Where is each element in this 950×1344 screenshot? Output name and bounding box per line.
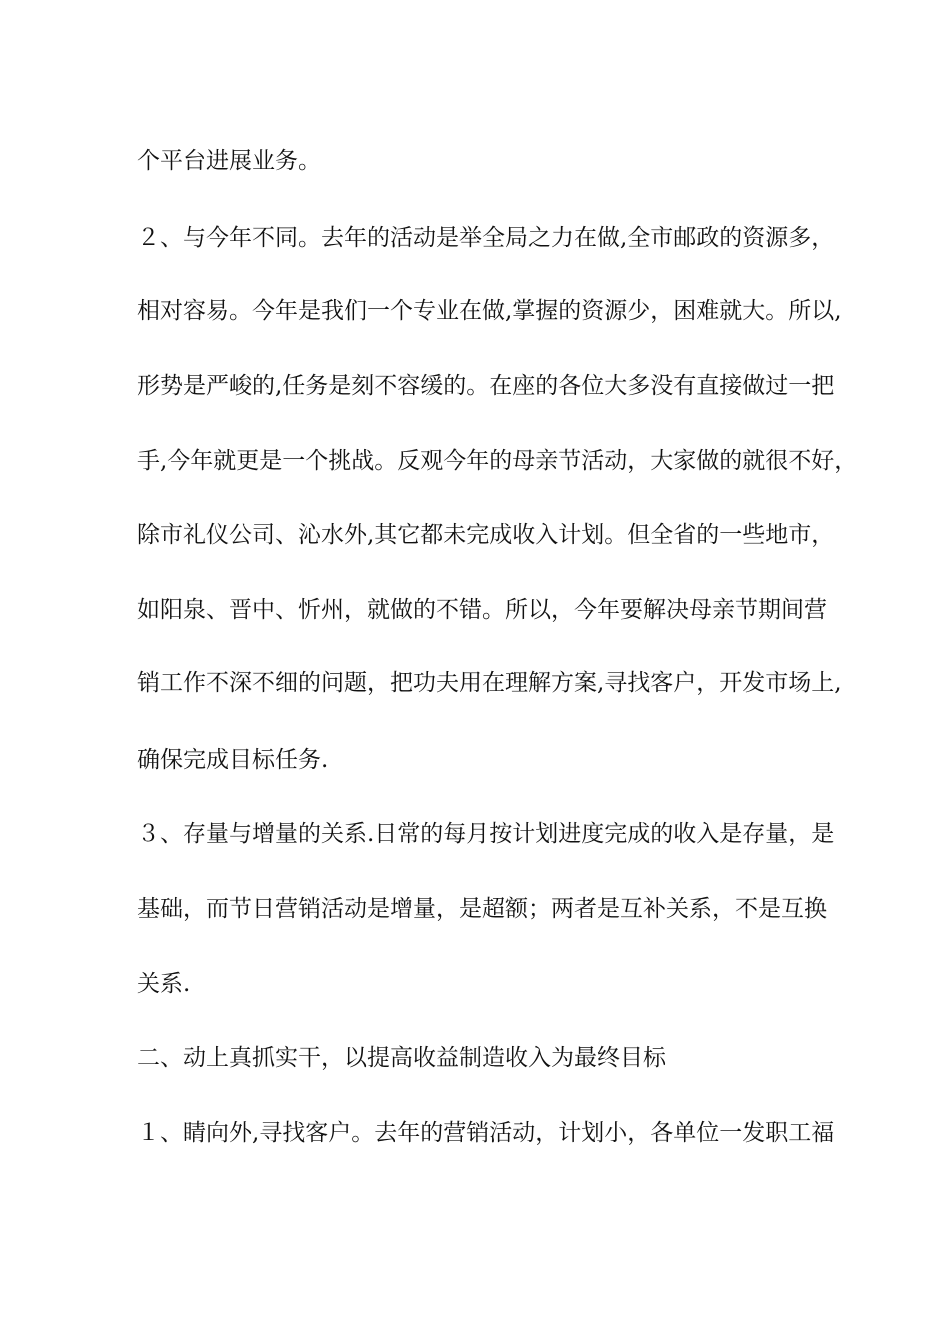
text-line: ２、与今年不同。去年的活动是举全局之力在做,全市邮政的资源多， — [137, 225, 835, 251]
text-line: 确保完成目标任务. — [137, 747, 329, 773]
text-line: 基础，而节日营销活动是增量，是超额；两者是互补关系，不是互换 — [137, 896, 827, 922]
text-line: 手,今年就更是一个挑战。反观今年的母亲节活动，大家做的就很不好， — [137, 448, 858, 474]
text-line: ３、存量与增量的关系.日常的每月按计划进度完成的收入是存量，是 — [137, 821, 835, 847]
section-heading: 二、动上真抓实干，以提高收益制造收入为最终目标 — [137, 1045, 666, 1071]
text-line: 形势是严峻的,任务是刻不容缓的。在座的各位大多没有直接做过一把 — [137, 373, 835, 399]
text-line: １、睛向外,寻找客户。去年的营销活动，计划小，各单位一发职工福 — [137, 1120, 835, 1146]
text-line: 个平台进展业务。 — [137, 148, 321, 174]
text-line: 除市礼仪公司、沁水外,其它都未完成收入计划。但全省的一些地市， — [137, 522, 835, 548]
text-line: 如阳泉、晋中、忻州，就做的不错。所以，今年要解决母亲节期间营 — [137, 597, 827, 623]
text-line: 销工作不深不细的问题，把功夫用在理解方案,寻找客户，开发市场上, — [137, 670, 842, 696]
text-line: 相对容易。今年是我们一个专业在做,掌握的资源少，困难就大。所以, — [137, 298, 842, 324]
text-line: 关系. — [137, 971, 191, 997]
